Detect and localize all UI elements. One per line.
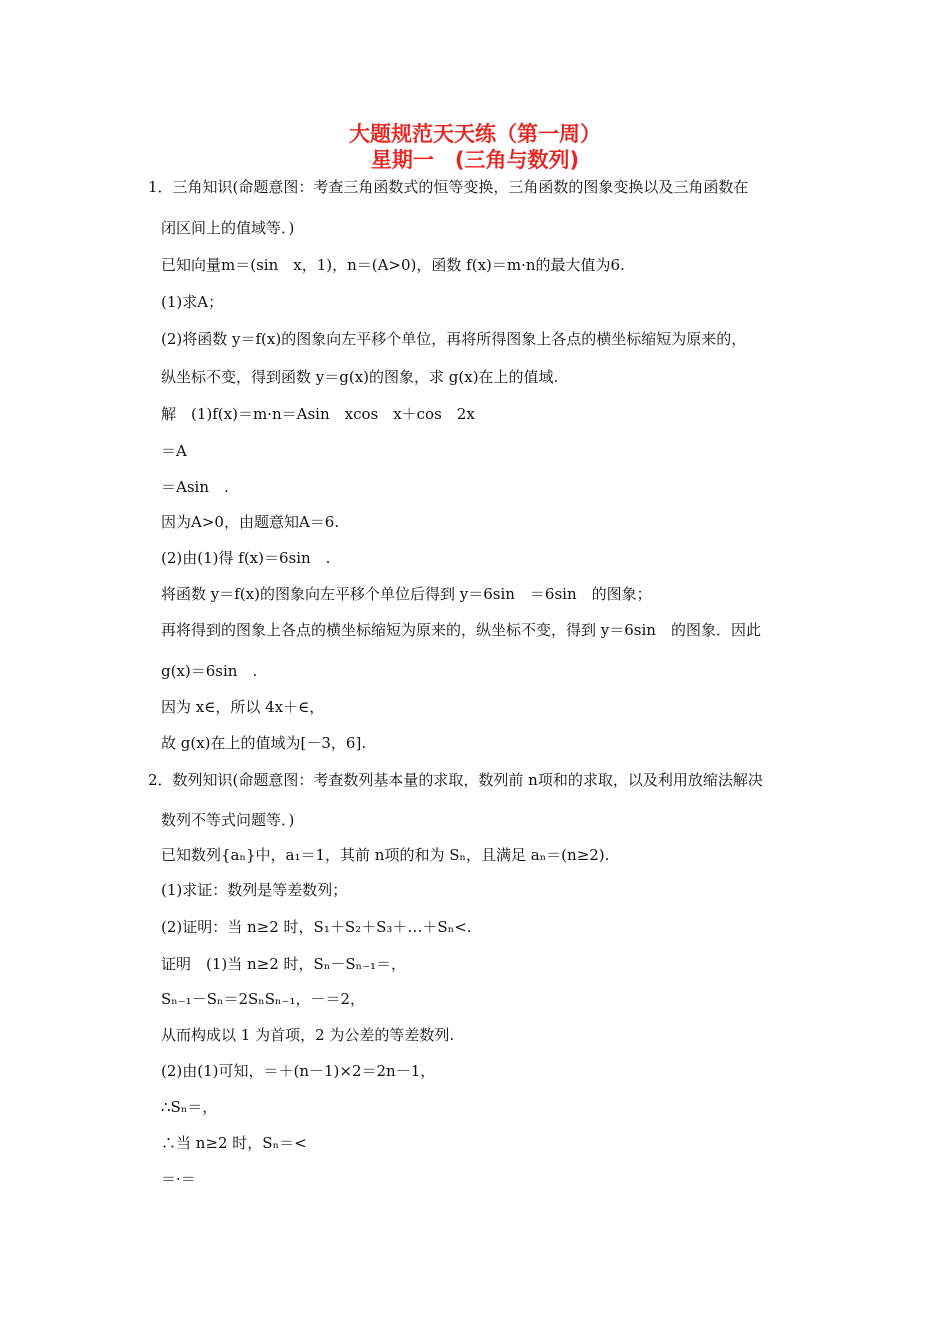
document-title: 大题规范天天练（第一周） [349, 122, 601, 146]
solution-1-line-3: ＝Asin . [161, 478, 229, 496]
solution-1-line-8: g(x)＝6sin . [161, 662, 258, 680]
solution-1-line-1: 解 (1)f(x)＝m·n＝Asin xcos x＋cos 2x [161, 405, 475, 423]
solution-1-line-7: 再将得到的图象上各点的横坐标缩短为原来的，纵坐标不变，得到 y＝6sin 的图象．因此 [161, 621, 761, 639]
proof-2-line-7: ＝·＝ [161, 1170, 196, 1188]
solution-1-line-9: 因为 x∈，所以 4x＋∈， [161, 698, 325, 716]
problem-2-statement: 已知数列{aₙ}中，a₁＝1，其前 n项的和为 Sₙ，且满足 aₙ＝(n≥2). [161, 846, 610, 864]
proof-2-line-4: (2)由(1)可知，＝＋(n－1)×2＝2n－1， [161, 1062, 436, 1080]
proof-2-line-2: Sₙ₋₁－Sₙ＝2SₙSₙ₋₁，－＝2， [161, 990, 366, 1008]
problem-2-part-2: (2)证明：当 n≥2 时，S₁＋S₂＋S₃＋…＋Sₙ<. [161, 918, 472, 936]
problem-1-part-2: (2)将函数 y＝f(x)的图象向左平移个单位，再将所得图象上各点的横坐标缩短为原来的， [161, 330, 747, 348]
proof-2-line-6: ∴当 n≥2 时，Sₙ＝< [161, 1134, 307, 1152]
solution-1-line-2: ＝A [161, 442, 187, 460]
solution-1-line-5: (2)由(1)得 f(x)＝6sin . [161, 549, 331, 567]
proof-2-line-3: 从而构成以 1 为首项，2 为公差的等差数列. [161, 1026, 455, 1044]
proof-2-line-5: ∴Sₙ＝， [161, 1098, 218, 1116]
solution-1-line-4: 因为A>0，由题意知A＝6. [161, 513, 340, 531]
document-subtitle: 星期一 (三角与数列) [370, 148, 580, 172]
problem-2-heading: 2．数列知识(命题意图：考查数列基本量的求取，数列前 n项和的求取，以及利用放缩法解决 [148, 771, 763, 789]
problem-1-heading: 1．三角知识(命题意图：考查三角函数式的恒等变换，三角函数的图象变换以及三角函数在 [148, 178, 749, 196]
problem-1-part-2-cont: 纵坐标不变，得到函数 y＝g(x)的图象，求 g(x)在上的值域. [161, 368, 559, 386]
solution-1-line-6: 将函数 y＝f(x)的图象向左平移个单位后得到 y＝6sin ＝6sin 的图象； [161, 585, 652, 603]
problem-1-statement: 已知向量m＝(sin x，1)，n＝(A>0)，函数 f(x)＝m·n的最大值为6. [161, 256, 625, 274]
problem-1-part-1: (1)求A； [161, 293, 224, 311]
proof-2-line-1: 证明 (1)当 n≥2 时，Sₙ－Sₙ₋₁＝， [161, 955, 407, 973]
problem-2-heading-cont: 数列不等式问题等．) [161, 811, 295, 829]
problem-1-heading-cont: 闭区间上的值域等．) [161, 219, 295, 237]
problem-2-part-1: (1)求证：数列是等差数列； [161, 881, 348, 899]
solution-1-line-10: 故 g(x)在上的值域为[－3，6]. [161, 734, 367, 752]
